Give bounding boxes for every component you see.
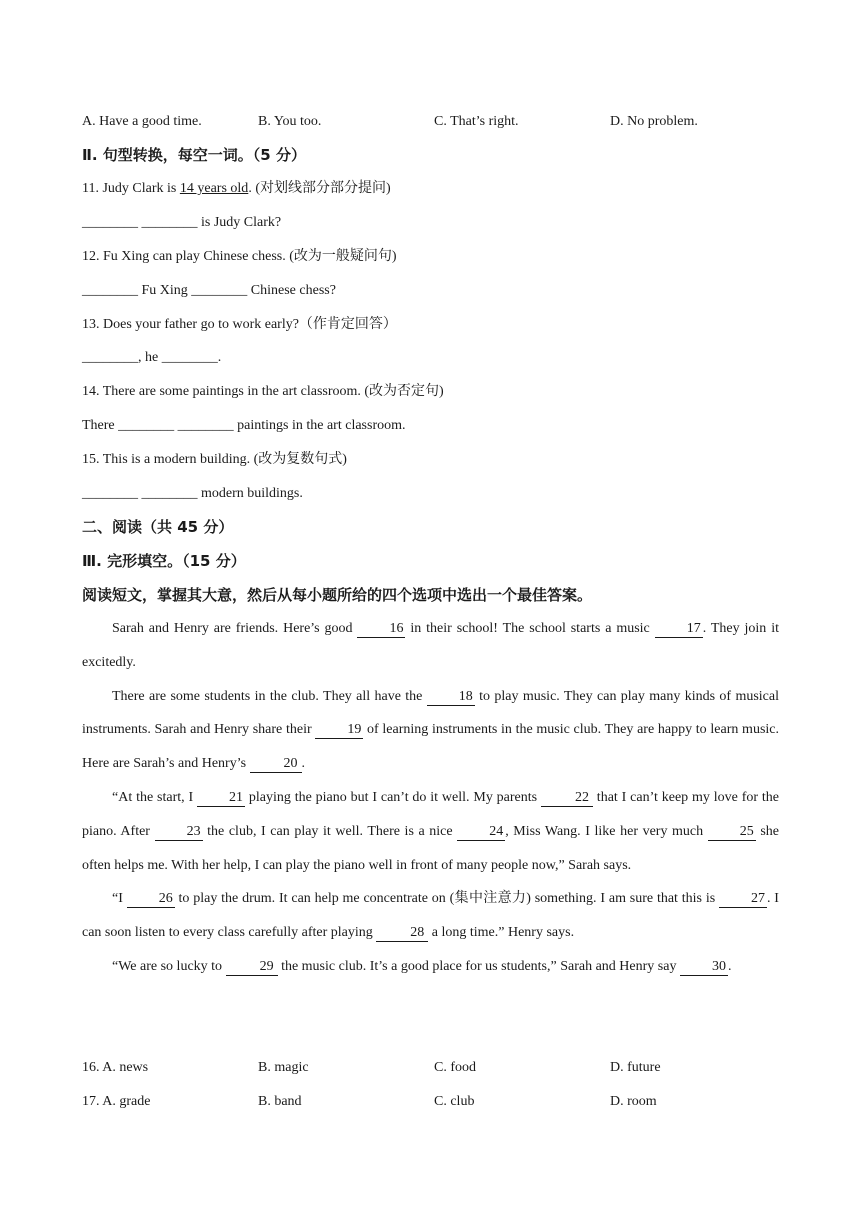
q17-options [82, 1092, 782, 1112]
text: . I can soon listen to every class carefully after playing [82, 891, 779, 941]
option-b: B. You too. [258, 114, 322, 129]
section-2-title: Ⅱ. 句型转换，每空一词。（5 分） [82, 146, 306, 164]
question-15: 15. This is a modern building. (改为复数句式) [82, 452, 347, 467]
option-a: A. Have a good time. [82, 114, 202, 129]
option-d: D. No problem. [610, 114, 698, 129]
blank-21: 21 [197, 790, 245, 807]
blank-28: 28 [376, 925, 428, 942]
q10-options [82, 112, 782, 132]
text: . They join it excitedly. [82, 621, 779, 670]
text: . [727, 958, 732, 974]
section-3-instruction: 阅读短文，掌握其大意，然后从每小题所给的四个选项中选出一个最佳答案。 [82, 586, 593, 604]
blank-19: 19 [315, 722, 363, 739]
text: a long time.” Henry says. [428, 925, 575, 941]
text: . [301, 756, 306, 772]
answer-12: ________ Fu Xing ________ Chinese chess? [82, 283, 336, 298]
option-a: 16. A. news [82, 1060, 149, 1075]
text: she often helps me. With her help, I can play the piano well in front of many people now,” Sarah says. [82, 823, 779, 873]
question-11 [82, 179, 391, 199]
answer-11: ________ ________ is Judy Clark? [82, 215, 282, 230]
text: “We are so lucky to [112, 958, 226, 974]
option-d: D. future [610, 1060, 661, 1075]
blank-17: 17 [655, 621, 703, 638]
option-b: B. band [258, 1094, 302, 1109]
q16-options [82, 1058, 782, 1078]
text: , Miss Wang. I like her very much [505, 823, 708, 839]
q11-post: . (对划线部分部分提问) [248, 181, 391, 196]
option-c: C. club [434, 1094, 475, 1109]
text: “At the start, I [112, 789, 197, 805]
question-13: 13. Does your father go to work early?（作肯定回答） [82, 317, 397, 332]
q11-pre: 11. Judy Clark is [82, 181, 180, 196]
text: that I can’t keep my love for the piano. After [82, 789, 779, 839]
paragraph-5 [82, 950, 779, 984]
q11-underlined: 14 years old [179, 181, 249, 196]
text: the music club. It’s a good place for us students,” Sarah and Henry say [277, 958, 680, 974]
blank-16: 16 [357, 621, 405, 638]
answer-13: ________, he ________. [82, 350, 222, 365]
blank-23: 23 [155, 824, 203, 841]
option-c: C. That’s right. [434, 114, 519, 129]
text: of learning instruments in the music club. They are happy to learn music. Here are Sarah’s and Henry’s [82, 722, 779, 772]
blank-30: 30 [680, 959, 728, 976]
blank-22: 22 [541, 790, 593, 807]
part-2-title: 二、阅读（共 45 分） [82, 518, 234, 536]
answer-14: There ________ ________ paintings in the art classroom. [82, 418, 406, 433]
paragraph-2 [82, 680, 779, 781]
answer-15: ________ ________ modern buildings. [82, 486, 303, 501]
blank-27: 27 [719, 891, 767, 908]
cloze-passage [82, 612, 779, 984]
text: Sarah and Henry are friends. Here’s good [112, 621, 358, 636]
blank-26: 26 [127, 891, 175, 908]
blank-24: 24 [457, 824, 505, 841]
blank-25: 25 [708, 824, 756, 841]
text: playing the piano but I can’t do it well. My parents [245, 789, 541, 805]
text: in their school! The school starts a music [405, 621, 655, 636]
option-c: C. food [434, 1060, 476, 1075]
option-d: D. room [610, 1094, 657, 1109]
option-b: B. magic [258, 1060, 309, 1075]
blank-20: 20 [250, 756, 302, 773]
question-12: 12. Fu Xing can play Chinese chess. (改为一般疑问句) [82, 249, 397, 264]
section-3-title: Ⅲ. 完形填空。（15 分） [82, 552, 246, 570]
text: the club, I can play it well. There is a nice [202, 823, 458, 839]
question-14: 14. There are some paintings in the art classroom. (改为否定句) [82, 384, 444, 399]
paragraph-1 [82, 612, 779, 680]
option-a: 17. A. grade [82, 1094, 151, 1109]
text: to play music. They can play many kinds of musical instruments. Sarah and Henry share their [82, 688, 779, 738]
paragraph-3 [82, 781, 779, 882]
text: to play the drum. It can help me concentrate on (集中注意力) something. I am sure that this is [174, 891, 719, 907]
blank-29: 29 [226, 959, 278, 976]
blank-18: 18 [427, 689, 475, 706]
text: “I [112, 891, 127, 907]
text: There are some students in the club. They all have the [112, 688, 427, 704]
paragraph-4 [82, 882, 779, 950]
